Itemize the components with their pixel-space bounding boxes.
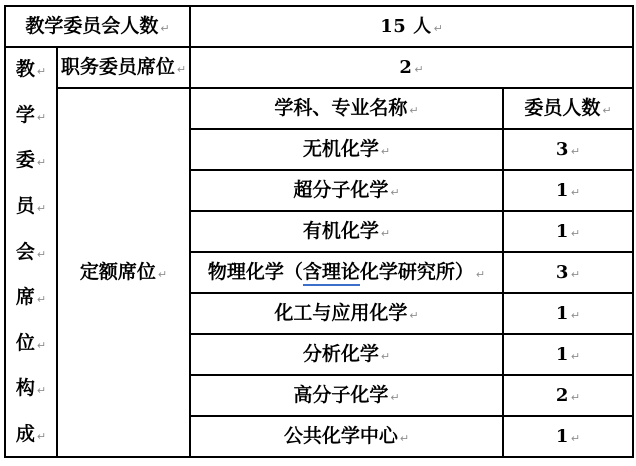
paragraph-mark-icon: ↵	[36, 156, 47, 170]
member-count: 1	[555, 426, 569, 447]
member-count-cell	[503, 211, 633, 252]
paragraph-mark-icon: ↵	[390, 391, 400, 404]
paragraph-mark-icon: ↵	[36, 430, 47, 443]
paragraph-mark-icon: ↵	[399, 432, 410, 445]
total-value-cell	[190, 6, 633, 47]
member-count: 1	[555, 303, 569, 324]
vertical-title-char	[16, 151, 46, 170]
paragraph-mark-icon: ↵	[433, 22, 443, 35]
member-count: 1	[555, 180, 569, 201]
paragraph-mark-icon: ↵	[36, 338, 47, 352]
paragraph-mark-icon: ↵	[409, 309, 419, 322]
paragraph-mark-icon: ↵	[414, 63, 424, 76]
discipline-name: 公共化学中心	[283, 425, 398, 447]
paragraph-mark-icon: ↵	[380, 145, 391, 158]
count-column-header-cell	[503, 88, 633, 129]
discipline-name-cell	[190, 129, 503, 170]
discipline-column-header: 学科、专业名称	[274, 97, 408, 119]
discipline-name: 分析化学	[302, 343, 379, 365]
count-column-header: 委员人数	[524, 97, 601, 119]
table-row-total	[5, 6, 633, 47]
paragraph-mark-icon: ↵	[157, 268, 168, 281]
discipline-name-cell	[190, 211, 503, 252]
discipline-name-cell	[190, 252, 503, 293]
quota-seats-label: 定额席位	[79, 261, 156, 283]
paragraph-mark-icon: ↵	[390, 186, 400, 199]
char: 席	[15, 286, 35, 309]
paragraph-mark-icon: ↵	[36, 65, 47, 78]
discipline-column-header-cell	[190, 88, 503, 129]
vertical-title	[6, 54, 56, 450]
char: 成	[15, 423, 35, 445]
member-count-cell	[503, 375, 633, 416]
paragraph-mark-icon: ↵	[380, 350, 391, 363]
vertical-title-char	[16, 425, 46, 444]
discipline-name-prefix: 物理化学（	[207, 261, 303, 283]
char: 教	[15, 58, 35, 80]
member-count: 3	[555, 262, 569, 283]
vertical-title-char	[16, 379, 46, 398]
vertical-title-char	[16, 288, 46, 307]
discipline-name-cell	[190, 293, 503, 334]
paragraph-mark-icon: ↵	[602, 104, 612, 117]
char: 构	[15, 377, 35, 400]
discipline-name-cell	[190, 334, 503, 375]
discipline-name: 无机化学	[302, 138, 379, 160]
vertical-title-char	[15, 331, 47, 354]
member-count-cell	[503, 334, 633, 375]
paragraph-mark-icon: ↵	[570, 145, 581, 158]
discipline-name: 超分子化学	[293, 179, 389, 201]
paragraph-mark-icon: ↵	[380, 227, 391, 240]
discipline-name-cell	[190, 375, 503, 416]
char: 员	[15, 194, 35, 217]
paragraph-mark-icon: ↵	[570, 391, 581, 404]
member-count-cell	[503, 129, 633, 170]
total-label-cell	[5, 6, 190, 47]
member-count: 2	[555, 385, 569, 406]
position-seats-value-cell	[190, 47, 633, 88]
discipline-name-cell	[190, 170, 503, 211]
paragraph-mark-icon: ↵	[36, 110, 47, 124]
position-seats-label-cell	[57, 47, 190, 88]
char: 会	[15, 240, 35, 263]
member-count-cell	[503, 170, 633, 211]
paragraph-mark-icon: ↵	[475, 268, 486, 281]
paragraph-mark-icon: ↵	[570, 350, 581, 363]
position-seats-label: 职务委员席位	[60, 56, 175, 78]
char: 位	[15, 331, 35, 354]
paragraph-mark-icon: ↵	[570, 186, 581, 199]
vertical-title-char	[15, 240, 47, 263]
grammar-underlined-text: 含理论	[303, 261, 360, 286]
paragraph-mark-icon: ↵	[36, 384, 47, 398]
paragraph-mark-icon: ↵	[570, 268, 581, 281]
discipline-name-suffix: 化学研究所）	[359, 261, 474, 283]
member-count: 1	[555, 344, 569, 365]
vertical-title-char	[15, 194, 47, 217]
member-count: 3	[555, 139, 569, 160]
table-row-position-seats	[5, 47, 633, 88]
paragraph-mark-icon: ↵	[570, 309, 581, 322]
paragraph-mark-icon: ↵	[176, 63, 187, 76]
discipline-name: 化工与应用化学	[274, 302, 408, 324]
discipline-name-cell	[190, 416, 503, 457]
paragraph-mark-icon: ↵	[160, 22, 170, 35]
paragraph-mark-icon: ↵	[570, 432, 581, 445]
discipline-name: 有机化学	[302, 220, 379, 242]
paragraph-mark-icon: ↵	[409, 104, 419, 117]
vertical-title-char	[15, 103, 47, 126]
paragraph-mark-icon: ↵	[36, 201, 47, 215]
member-count-cell	[503, 293, 633, 334]
table-row-subheader	[5, 88, 633, 129]
char: 委	[15, 149, 35, 172]
left-vertical-header-cell	[5, 47, 57, 457]
member-count-cell	[503, 416, 633, 457]
member-count: 1	[555, 221, 569, 242]
position-seats-value: 2	[399, 57, 413, 78]
paragraph-mark-icon: ↵	[570, 227, 581, 240]
paragraph-mark-icon: ↵	[36, 293, 47, 307]
total-value: 15 人	[380, 16, 432, 37]
total-label: 教学委员会人数	[25, 15, 159, 37]
committee-composition-table	[4, 5, 634, 458]
vertical-title-char	[16, 60, 46, 79]
quota-seats-label-cell	[57, 88, 190, 457]
char: 学	[15, 103, 35, 126]
paragraph-mark-icon: ↵	[36, 247, 47, 261]
member-count-cell	[503, 252, 633, 293]
discipline-name: 高分子化学	[293, 384, 389, 406]
